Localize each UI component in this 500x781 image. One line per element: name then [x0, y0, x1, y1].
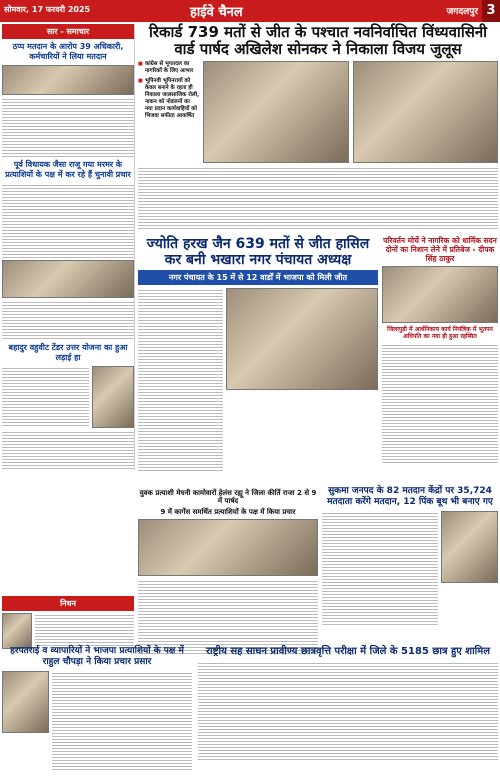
- brief-story-2-body: [2, 183, 134, 258]
- bottom-story-2-headline: राष्ट्रीय सह साधन प्रावीण्य छात्रवृत्ति परीक्षा में जिले के 5185 छात्र हुए शामिल: [205, 646, 491, 657]
- mid-right-story: [382, 236, 498, 463]
- brief-photo-1: [2, 65, 134, 95]
- lower-story-2-body: [322, 511, 438, 626]
- obituary-box: [2, 596, 134, 649]
- top-story: [138, 24, 498, 230]
- mid-story-bar: नगर पंचायत के 15 में से 12 वार्डों में भाजपा को मिली जीत: [138, 270, 378, 285]
- top-bullet-1: ■ कांग्रेस से भूपतदल का नागरिकों के लिए आभार: [138, 61, 199, 75]
- mid-right-subhead: जिलापुडी में आर्धनिकाय कार्य नियंत्रिक में भूतपन अधिपति का नया ही हुआ रहस्यित: [387, 326, 493, 340]
- obituary-photo: [2, 613, 32, 649]
- mid-story-body: [138, 288, 223, 473]
- lower-story-1-photo: [138, 519, 318, 576]
- top-story-headline: रिकार्ड 739 मतों से जीत के पश्चात नवनिर्वाचित विंध्यवासिनी वार्ड पार्षद अखिलेश सोनकर ने निकाला विजय जुलूस: [148, 23, 488, 58]
- mid-story-photo: [226, 288, 378, 390]
- mid-right-headline: परिवर्तन मोर्चे ने नागरिक को धार्मिक सदन दोनों का निशान लेने में प्रतिबेज - दीपक सिंह ठाकुर: [383, 236, 497, 263]
- lower-story-2-photo: [441, 511, 498, 583]
- issue-date: सोमवार, 17 फरवरी 2025: [4, 5, 91, 14]
- brief-photo-3: [92, 366, 134, 428]
- brief-story-3-body: [2, 366, 89, 426]
- brief-story-2-headline: पूर्व विधायक जैसा राजू गया मरमर के प्रत्याशियों के पक्ष में कर रहे हैं चुनावी प्रचार: [5, 160, 131, 179]
- bottom-story-1-body: [52, 671, 192, 771]
- mid-right-body: [382, 343, 498, 463]
- top-bullet-2: ■ भूपिनवी भूपिनरायों को केवल बनाने के रहता ही निकाला जालसाजिक रोली, नाकन को नोडजनों का नया प्रदान कार्यवाहियों को भिजवा सफीता आकर्षित: [138, 78, 199, 120]
- brief-story-3-headline: बहादुर वहुवीट टेंडर उत्तर योजना का हुआ लड़ाई हा: [8, 343, 128, 362]
- page-number: 3: [482, 0, 500, 22]
- lower-story-1-headline-2: 9 में कार्गेस समर्थित प्रत्याशियों के पक्ष में किया प्रचार: [160, 508, 296, 516]
- top-story-photo-2: [353, 61, 498, 163]
- left-column: [2, 24, 135, 470]
- newspaper-name: हाईवे चैनल: [190, 5, 243, 20]
- obituary-title: निधन: [2, 596, 134, 611]
- bottom-story-1-headline: हरपतराई व व्यापारियों ने भाजपा प्रत्याशियों के पक्ष में राहुल चौपड़ा ने किया प्रचार प्रसार: [10, 646, 184, 667]
- lower-story-1-body: [138, 579, 318, 654]
- obituary-body: [35, 613, 134, 647]
- lower-story-1-headline: युवक प्रत्याशी मेघनी कामोवारों हेलंस रह्यू ने जिला कीर्ति राजा 2 से 9 में पार्षद: [139, 489, 317, 505]
- lower-story-2-headline: सुकमा जनपद के 82 मतदान केंद्रों पर 35,724 मतदाता करेंगे मतदान, 12 पिंक बूथ भी बनाए गए: [327, 486, 493, 507]
- brief-story-2-body-cont: [2, 300, 134, 340]
- brief-photo-2: [2, 260, 134, 298]
- brief-box-title: सार - समाचार: [2, 24, 134, 39]
- lower-story-1: [138, 486, 318, 654]
- brief-story-1-headline: ठप्प मतदान के आरोप 39 अधिकारी, कर्मचारियों ने लिया मतदान: [12, 42, 124, 61]
- bottom-story-1-photo: [2, 671, 49, 733]
- brief-story-3-body-cont: [2, 430, 134, 470]
- bottom-story-2-body: [198, 661, 498, 761]
- top-story-body: [138, 166, 498, 230]
- bottom-story-1: [2, 646, 192, 771]
- brief-story-1-body: [2, 97, 134, 157]
- mid-right-photo: [382, 266, 498, 323]
- top-story-photo-1: [203, 61, 348, 163]
- mid-story-headline: ज्योति हरख जैन 639 मतों से जीत हासिल कर बनी भखारा नगर पंचायत अध्यक्ष: [146, 236, 370, 268]
- mid-story: [138, 236, 378, 473]
- lower-story-2: [322, 486, 498, 626]
- bottom-story-2: [198, 646, 498, 761]
- page-header: [0, 0, 500, 22]
- edition-city: जगदलपुर: [446, 7, 478, 17]
